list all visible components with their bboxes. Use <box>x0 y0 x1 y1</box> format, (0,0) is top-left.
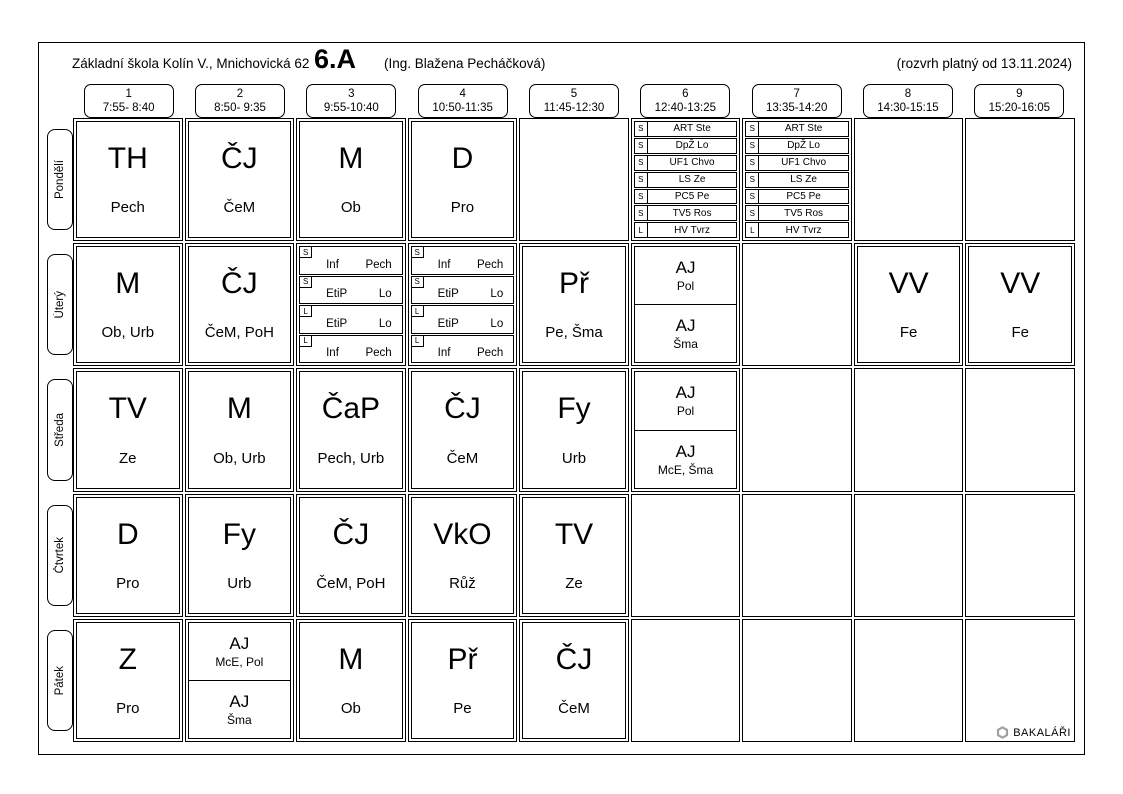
timetable-cell <box>408 118 518 241</box>
lesson-subject: TV <box>108 392 147 426</box>
lesson-subject: M <box>115 267 141 301</box>
group-row <box>634 138 738 154</box>
lesson-teacher: Pro <box>116 574 140 592</box>
group-main <box>412 336 514 363</box>
group-row <box>634 205 738 221</box>
lesson-teacher: Pro <box>116 699 140 717</box>
timetable-cell <box>296 118 406 241</box>
lesson-teacher: Ob <box>340 699 361 717</box>
lesson-split <box>634 246 738 363</box>
timetable-cell <box>296 243 406 366</box>
period-number: 2 <box>236 87 244 100</box>
group-text: DpŽ Lo <box>675 140 709 152</box>
group-text: HV Tvrz <box>674 224 711 236</box>
lesson-subject: D <box>116 517 139 551</box>
lesson-groups <box>411 246 515 363</box>
timetable-cell <box>965 243 1075 366</box>
period-header <box>418 84 508 118</box>
period-time: 14:30-15:15 <box>877 102 939 114</box>
timetable-cell <box>631 619 741 742</box>
group-main <box>300 277 402 304</box>
group-tag: S <box>300 277 312 288</box>
class-teacher: (Ing. Blažena Pecháčková) <box>384 56 546 71</box>
period-header-slot <box>296 84 407 118</box>
period-header <box>306 84 396 118</box>
group-row <box>411 305 515 334</box>
lesson-subject: VV <box>888 267 929 301</box>
group-row <box>411 246 515 275</box>
group-text: HV Tvrz <box>785 224 822 236</box>
lesson-teacher: Pe, Šma <box>545 324 603 342</box>
lesson-groups <box>745 121 849 238</box>
day-label-text: Úterý <box>54 291 66 319</box>
timetable-cell <box>185 494 295 617</box>
group-main <box>412 306 514 333</box>
group-text: TV5 Ros <box>672 207 712 219</box>
lesson-teacher: ČeM, PoH <box>204 324 274 342</box>
lesson-subject: AJ <box>675 383 696 403</box>
group-main <box>412 247 514 274</box>
lesson <box>76 371 180 488</box>
timetable-cell <box>296 619 406 742</box>
lesson-teacher: Ob, Urb <box>101 324 155 342</box>
lesson-subject: ČJ <box>220 267 258 301</box>
day-label-slot <box>47 368 71 491</box>
group-main <box>300 336 402 363</box>
day-label-column <box>47 118 71 742</box>
lesson-subject: VV <box>1000 267 1041 301</box>
lesson-subject: Fy <box>222 517 256 551</box>
lesson-groups <box>299 246 403 363</box>
lesson <box>188 371 292 488</box>
period-number: 9 <box>1016 87 1023 100</box>
group-subject: Inf <box>437 347 451 360</box>
group-subject: Inf <box>326 258 339 271</box>
group-subject: EtiP <box>326 317 348 330</box>
group-tag: L <box>412 306 424 317</box>
timetable-cell <box>631 243 741 366</box>
group-tag: S <box>635 206 648 220</box>
lesson-subject: AJ <box>229 691 250 711</box>
group-text: UF1 Chvo <box>669 157 715 169</box>
lesson-teacher: Fe <box>1011 324 1029 342</box>
day-label <box>47 630 73 731</box>
lesson <box>299 622 403 739</box>
lesson <box>411 371 515 488</box>
period-number: 1 <box>125 87 132 100</box>
group-tag: S <box>746 139 759 153</box>
lesson-split-part <box>189 680 291 738</box>
group-teacher: Pech <box>365 347 392 360</box>
lesson-teacher: Šma <box>673 337 698 352</box>
group-text: PC5 Pe <box>674 191 710 202</box>
timetable-cell <box>519 243 629 366</box>
group-teacher: Pech <box>477 347 504 360</box>
lesson-split <box>188 622 292 739</box>
timetable-cell <box>854 619 964 742</box>
day-label <box>47 505 73 606</box>
lesson-subject: AJ <box>675 441 696 461</box>
lesson <box>522 497 626 614</box>
group-tag: S <box>746 156 759 170</box>
timetable-cell <box>408 368 518 491</box>
day-label-slot <box>47 118 71 241</box>
period-header <box>529 84 619 118</box>
group-row <box>634 121 738 137</box>
lesson <box>299 497 403 614</box>
group-row <box>634 189 738 205</box>
lesson-teacher: Růž <box>449 574 476 592</box>
group-tag: S <box>635 122 648 136</box>
day-label <box>47 254 73 355</box>
lesson <box>299 121 403 238</box>
lesson-teacher: Šma <box>226 712 252 727</box>
timetable-cell <box>185 368 295 491</box>
group-teacher: Lo <box>378 317 392 330</box>
period-number: 4 <box>459 87 466 100</box>
lesson-teacher: Ze <box>565 574 583 592</box>
group-tag: S <box>412 277 424 288</box>
period-time: 11:45-12:30 <box>543 102 605 114</box>
group-text: ART Ste <box>673 123 711 135</box>
lesson-teacher: Pe <box>453 699 472 717</box>
lesson <box>522 371 626 488</box>
period-time: 10:50-11:35 <box>432 102 493 114</box>
lesson-teacher: ČeM, PoH <box>316 574 386 592</box>
group-row <box>745 172 849 188</box>
group-subject: Inf <box>326 347 339 360</box>
lesson <box>76 121 180 238</box>
lesson-subject: M <box>226 392 252 426</box>
period-header <box>195 84 285 118</box>
timetable-cell <box>73 494 183 617</box>
lesson-subject: ČJ <box>555 642 593 676</box>
timetable-cell <box>742 619 852 742</box>
lesson-subject: M <box>338 642 364 676</box>
period-header-slot <box>407 84 518 118</box>
lesson-groups <box>634 121 738 238</box>
group-row <box>411 276 515 305</box>
lesson-subject: Př <box>447 642 478 676</box>
timetable-cell <box>742 368 852 491</box>
timetable-grid <box>73 118 1075 742</box>
timetable-cell <box>854 243 964 366</box>
lesson-subject: AJ <box>675 316 696 336</box>
timetable-cell <box>965 368 1075 491</box>
group-text: PC5 Pe <box>786 191 821 202</box>
group-row <box>745 121 849 137</box>
timetable-cell <box>965 619 1075 742</box>
timetable-cell <box>854 118 964 241</box>
timetable-cell <box>296 494 406 617</box>
class-name: 6.A <box>314 44 357 74</box>
lesson-teacher: ČeM <box>223 199 256 217</box>
group-text: LS Ze <box>790 174 817 186</box>
timetable-cell <box>742 118 852 241</box>
lesson-subject: M <box>338 142 364 176</box>
group-subject: Inf <box>437 258 451 271</box>
lesson <box>968 246 1072 363</box>
group-subject: EtiP <box>326 288 348 301</box>
period-time: 13:35-14:20 <box>765 102 828 114</box>
lesson <box>522 246 626 363</box>
timetable-cell <box>631 368 741 491</box>
timetable-cell <box>519 619 629 742</box>
lesson-teacher: Pech, Urb <box>317 449 385 467</box>
lesson <box>76 497 180 614</box>
validity-note: (rozvrh platný od 13.11.2024) <box>896 56 1072 71</box>
timetable-cell <box>965 118 1075 241</box>
period-header-slot <box>741 84 852 118</box>
group-tag: L <box>300 336 312 347</box>
period-header-slot <box>964 84 1075 118</box>
timetable-cell <box>854 494 964 617</box>
group-row <box>634 222 738 238</box>
timetable-cell <box>631 118 741 241</box>
group-tag: L <box>412 336 424 347</box>
lesson <box>76 246 180 363</box>
group-tag: S <box>746 173 759 187</box>
group-main <box>300 306 402 333</box>
group-row <box>745 189 849 205</box>
lesson <box>857 246 961 363</box>
group-row <box>745 205 849 221</box>
lesson-teacher: Fe <box>899 324 918 342</box>
period-number: 5 <box>570 87 578 100</box>
period-header <box>752 84 842 118</box>
group-text: DpŽ Lo <box>787 140 820 152</box>
day-label-text: Čtvrtek <box>54 536 66 574</box>
lesson-teacher: McE, Pol <box>215 654 264 669</box>
group-row <box>745 155 849 171</box>
period-time: 8:50- 9:35 <box>214 102 266 114</box>
day-label <box>47 129 73 230</box>
period-header-row <box>73 84 1075 116</box>
lesson-teacher: Pech <box>110 199 145 217</box>
period-header-slot <box>184 84 295 118</box>
group-row <box>299 276 403 305</box>
group-tag: S <box>746 122 759 136</box>
timetable-cell <box>73 619 183 742</box>
day-label-slot <box>47 494 71 617</box>
period-header <box>84 84 174 118</box>
group-subject: EtiP <box>437 317 459 330</box>
lesson-subject: AJ <box>229 633 250 653</box>
group-tag: S <box>635 139 648 153</box>
lesson <box>188 121 292 238</box>
period-number: 3 <box>348 87 355 100</box>
lesson-teacher: Ob, Urb <box>213 449 266 467</box>
day-label-slot <box>47 243 71 366</box>
group-row <box>634 155 738 171</box>
lesson-teacher: Pol <box>676 404 695 419</box>
day-label-text: Středa <box>54 413 66 447</box>
group-tag: S <box>635 156 648 170</box>
lesson-teacher: ČeM <box>558 699 590 717</box>
lesson-subject: Př <box>558 267 589 301</box>
timetable-cell <box>854 368 964 491</box>
group-row <box>634 172 738 188</box>
lesson-teacher: Pro <box>450 199 475 217</box>
lesson-split-part <box>635 304 737 362</box>
lesson-teacher: Ze <box>119 449 137 467</box>
period-number: 8 <box>904 87 912 100</box>
day-label <box>47 379 73 480</box>
period-header <box>640 84 730 118</box>
group-subject: EtiP <box>437 288 459 301</box>
lesson-subject: ČJ <box>332 517 370 551</box>
timetable-cell <box>519 118 629 241</box>
timetable-cell <box>73 368 183 491</box>
group-main <box>300 247 402 274</box>
timetable-cell <box>519 494 629 617</box>
period-header-slot <box>852 84 963 118</box>
group-teacher: Pech <box>365 258 392 271</box>
timetable-cell <box>742 494 852 617</box>
lesson <box>188 497 292 614</box>
lesson <box>411 121 515 238</box>
group-tag: S <box>746 206 759 220</box>
group-tag: L <box>300 306 312 317</box>
lesson-subject: TH <box>107 142 148 176</box>
group-tag: S <box>412 247 424 258</box>
day-label-text: Pátek <box>54 665 66 696</box>
group-row <box>299 335 403 364</box>
period-time: 9:55-10:40 <box>323 102 379 114</box>
lesson <box>411 622 515 739</box>
timetable-cell <box>73 118 183 241</box>
timetable-cell <box>185 619 295 742</box>
lesson-subject: AJ <box>675 258 696 278</box>
period-header <box>974 84 1064 118</box>
timetable-cell <box>965 494 1075 617</box>
group-main <box>412 277 514 304</box>
period-time: 12:40-13:25 <box>654 102 717 114</box>
group-text: UF1 Chvo <box>781 157 827 169</box>
timetable-cell <box>519 368 629 491</box>
lesson-subject: TV <box>554 517 594 551</box>
group-teacher: Lo <box>490 288 504 301</box>
lesson-subject: Fy <box>557 392 591 426</box>
group-tag: S <box>635 190 648 204</box>
group-teacher: Lo <box>378 288 392 301</box>
hexagon-logo-icon <box>996 726 1009 739</box>
lesson-subject: ČaP <box>321 392 381 426</box>
timetable-cell <box>631 494 741 617</box>
lesson-teacher: Urb <box>227 574 252 592</box>
period-time: 15:20-16:05 <box>988 102 1051 114</box>
group-text: TV5 Ros <box>784 207 824 219</box>
day-label-text: Pondělí <box>54 160 66 200</box>
period-time: 7:55- 8:40 <box>102 102 155 114</box>
group-teacher: Lo <box>490 317 504 330</box>
lesson <box>299 371 403 488</box>
lesson-teacher: Pol <box>676 279 695 294</box>
bakalari-logo-text: BAKALÁŘI <box>1013 726 1071 739</box>
group-row <box>745 222 849 238</box>
lesson-subject: ČJ <box>444 392 481 426</box>
group-tag: S <box>300 247 312 258</box>
timetable-cell <box>296 368 406 491</box>
group-tag: L <box>635 223 648 237</box>
timetable-cell <box>185 243 295 366</box>
lesson-teacher: Ob <box>340 199 361 217</box>
timetable-cell <box>408 494 518 617</box>
group-row <box>299 305 403 334</box>
lesson-subject: ČJ <box>220 142 258 176</box>
group-row <box>299 246 403 275</box>
group-teacher: Pech <box>477 258 504 271</box>
lesson-split-part <box>635 372 737 429</box>
group-row <box>745 138 849 154</box>
lesson <box>411 497 515 614</box>
group-text: LS Ze <box>678 174 706 186</box>
lesson <box>188 246 292 363</box>
group-tag: L <box>746 223 759 237</box>
lesson <box>76 622 180 739</box>
period-header-slot <box>630 84 741 118</box>
timetable-cell <box>742 243 852 366</box>
timetable-cell <box>185 118 295 241</box>
lesson-split-part <box>189 623 291 680</box>
period-header-slot <box>518 84 629 118</box>
timetable-cell <box>73 243 183 366</box>
group-tag: S <box>635 173 648 187</box>
lesson-subject: D <box>451 142 474 176</box>
period-number: 7 <box>793 87 800 100</box>
day-label-slot <box>47 619 71 742</box>
lesson-subject: Z <box>118 642 137 676</box>
lesson-teacher: ČeM <box>446 449 479 467</box>
bakalari-logo <box>996 726 1071 739</box>
group-tag: S <box>746 190 759 204</box>
lesson-subject: VkO <box>433 517 492 551</box>
lesson-split <box>634 371 738 488</box>
lesson-split-part <box>635 430 737 488</box>
period-header <box>863 84 953 118</box>
period-header-slot <box>73 84 184 118</box>
lesson <box>522 622 626 739</box>
timetable-cell <box>408 619 518 742</box>
lesson-teacher: McE, Šma <box>657 462 714 477</box>
school-name: Základní škola Kolín V., Mnichovická 62 <box>72 56 310 71</box>
lesson-teacher: Urb <box>561 449 587 467</box>
lesson-split-part <box>635 247 737 304</box>
group-text: ART Ste <box>784 123 823 135</box>
timetable-cell <box>408 243 518 366</box>
period-number: 6 <box>682 87 689 100</box>
group-row <box>411 335 515 364</box>
